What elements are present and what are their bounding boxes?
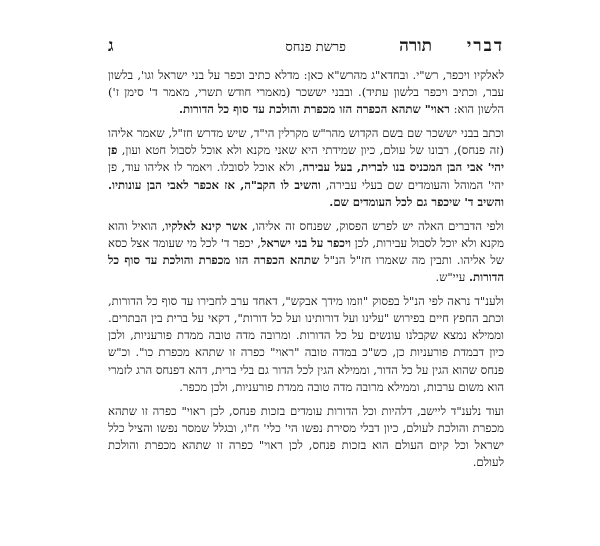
text-run: לאלקיו ויכפר, רש"י. ובחדא"ג מהרש"א כאן: מדלא כתיב וכפר על בני ישראל וגו', בלשון עבר, וכתיב ויכפר בלשון עתיד). ובבני יששכר (מאמרי חודש תשרי, מאמר ד' סימן ז') הלשון הוא: bbox=[108, 68, 504, 117]
paragraph bbox=[108, 218, 504, 286]
text-run: , ולא אוכל לסובלו. ויאמר לו אליהו עוד, פן יהי' המוהל והעומדים שם בעלי עבירה, bbox=[108, 160, 504, 192]
parsha-name: פרשת פנחס bbox=[285, 40, 346, 55]
bold-text: והשיב לו הקב"ה, אז אכפר לאבי הבן עונותיו. והשיב ד' שיכפר גם לכל העומדים שם. bbox=[108, 177, 504, 209]
text-run: ועוד נלענ"ד ליישב, דלהיות וכל הדורות עומדים בזכות פנחס, לכן ראוי" כפרה זו שתהא מכפרת והולכת לעולם, כיון דבלי מסירת נפשו הי' כלי' ח"ו, ובגלל שמסר נפשו והציל כלל ישראל וכל קיום העולם הוא בזכות פנחס, לכן ראוי" כפרה זו שתהא מכפרת והולכת לעולם. bbox=[108, 403, 504, 469]
text-run: ולפי הדברים האלה יש לפרש הפסוק, שפנחס זה אליהו, bbox=[247, 218, 505, 233]
text-run: , הואיל והוא מקנא ולא יוכל לסבול עבירות, לכן bbox=[108, 218, 504, 250]
text-run: עיי"ש. bbox=[435, 270, 470, 285]
body-text bbox=[108, 67, 504, 478]
volume-number: ג bbox=[108, 36, 114, 56]
book-title: דברי bbox=[466, 36, 504, 56]
bold-text: שתהא הכפרה הזו מכפרת והולכת עד סוף כל הדורות. bbox=[108, 252, 504, 285]
page-header bbox=[108, 36, 504, 58]
text-run: וכתב בבני יששכר שם בשם הקדוש מהר"ש מקרלין הי"ד, שיש מדרש חז"ל, שאמר אליהו (זה פנחס), רבונו של עולם, כיון שמידתי היא שאני מקנא ולא אוכל לסבול חטא ועון, bbox=[108, 126, 504, 158]
bold-text: אשר קינא לאלקיו bbox=[165, 218, 248, 233]
bold-text: ראוי" שתהא הכפרה הזו מכפרת והולכת עד סוף כל הדורות. bbox=[178, 102, 450, 117]
bold-text: פן יהי' אבי הבן המכניס בנו לברית, בעל עבירה bbox=[108, 143, 504, 175]
paragraph bbox=[108, 67, 504, 118]
torah-label: תורה bbox=[399, 36, 432, 56]
bold-text: ויכפר על בני ישראל bbox=[261, 235, 351, 250]
text-run: ולענ"ד נראה לפי הנ"ל בפסוק "וזמו מידך אבקש", דאחד ערב לחבירו עד סוף כל הדורות, וכתב החפץ חיים בפירוש "עלינו ועל דורותינו ועל כל דורות", דקאי על ברית בין הבתרים. וממילא נמצא שקבלנו עונשים על כל הדורות. ומרובה מדה טובה ממדת פורעניות, ולכן כיון דבמדת פורעניות כן, כש"כ במדה טובה "ראוי" כפרה זו שתהא מכפרת כו". וכ"ש פנחס שהוא הגין על כל הדור, וממילא הגין לכל הדור גם בלי ברית, דהא דפנחס הרג לזמרי הוא משום ערבות, וממילא מרובה מדה טובה ממדת פורעניות, ולכן מכפר. bbox=[108, 294, 504, 394]
text-run: , יכפר ד' לכל מי שעומד אצל כסא של אליהו. ותבין מה שאמרו חז"ל הנ"ל bbox=[107, 235, 505, 267]
paragraph bbox=[108, 293, 504, 396]
paragraph bbox=[108, 403, 504, 471]
paragraph bbox=[108, 125, 504, 210]
